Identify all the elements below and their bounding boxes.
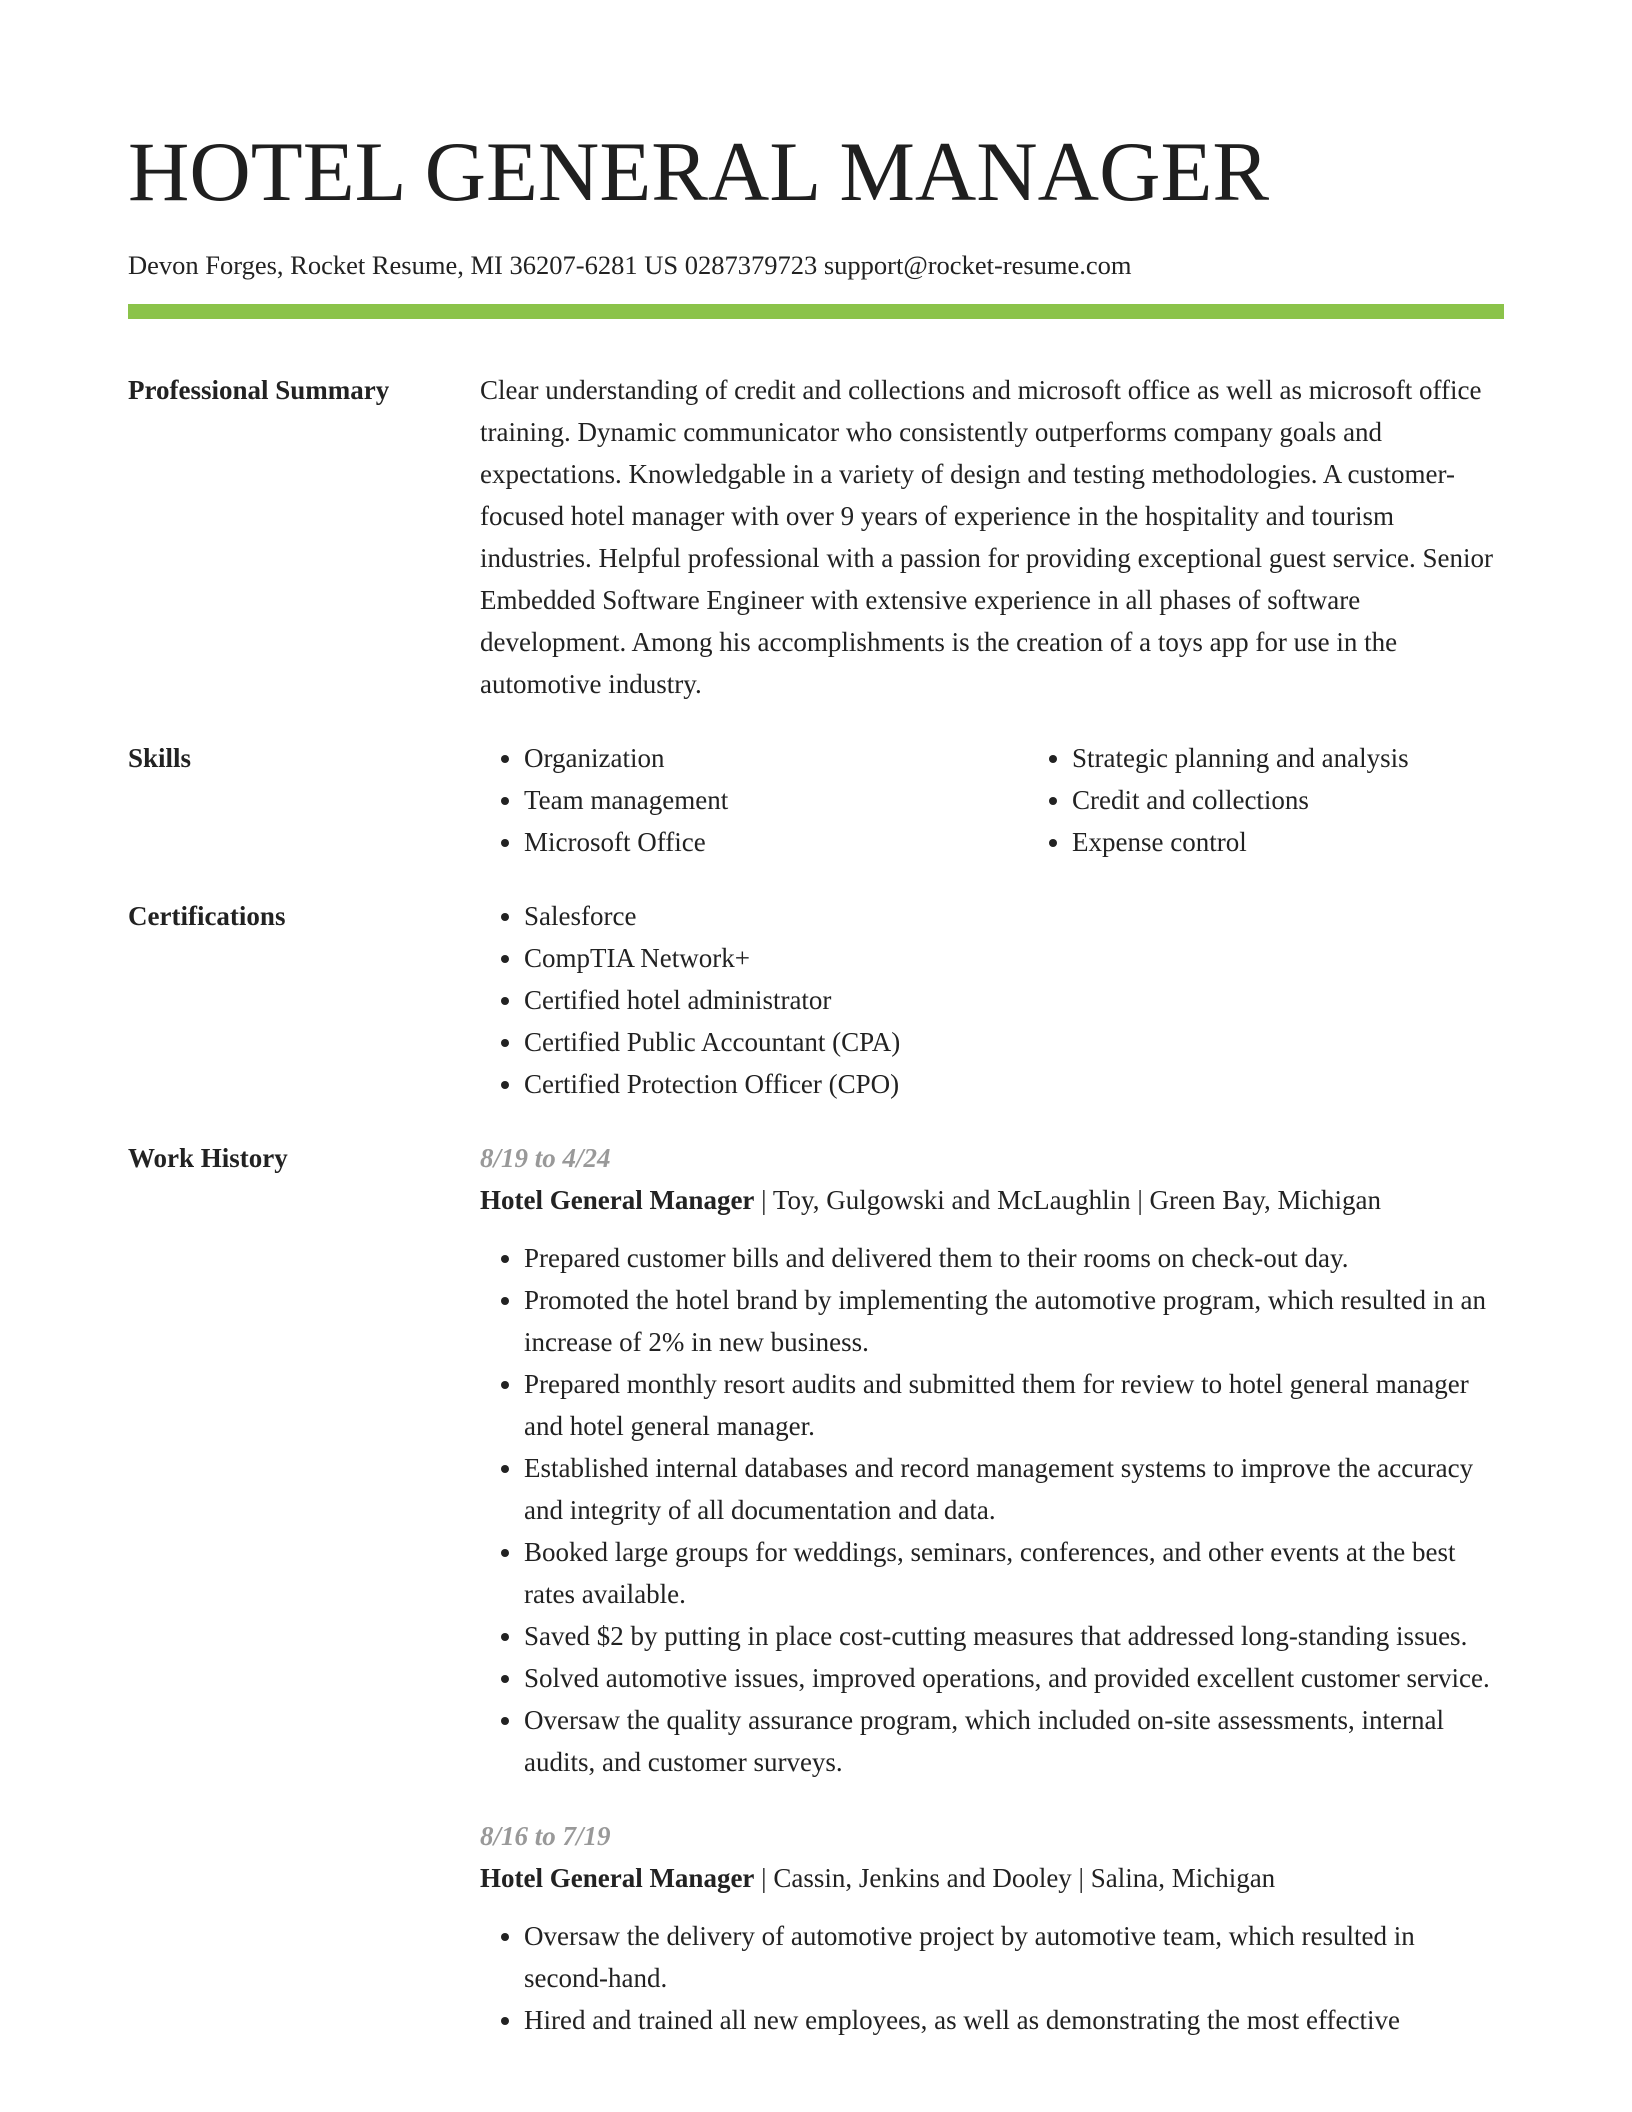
accent-divider — [128, 304, 1504, 319]
skill-item: • Team management — [524, 779, 1028, 821]
job-employer-location: | Toy, Gulgowski and McLaughlin | Green Bay, Michigan — [754, 1185, 1381, 1215]
skills-section — [128, 737, 1504, 863]
skill-item: • Organization — [524, 737, 1028, 779]
certification-item: • Certified hotel administrator — [524, 979, 1504, 1021]
job-heading — [480, 1857, 1504, 1899]
work-history-body — [480, 1137, 1504, 2041]
summary-section — [128, 369, 1504, 705]
job-bullet: • Established internal databases and record management systems to improve the accuracy and integrity of all documentation and data. — [524, 1447, 1504, 1531]
certification-item: • Certified Public Accountant (CPA) — [524, 1021, 1504, 1063]
job-title: Hotel General Manager — [480, 1185, 755, 1215]
job-bullet: • Booked large groups for weddings, seminars, conferences, and other events at the best rates available. — [524, 1531, 1504, 1615]
certification-item: • CompTIA Network+ — [524, 937, 1504, 979]
skills-list-left — [480, 737, 1028, 863]
job-title: Hotel General Manager — [480, 1863, 755, 1893]
job-bullet: • Hired and trained all new employees, as well as demonstrating the most effective — [524, 1999, 1504, 2041]
job-employer-location: | Cassin, Jenkins and Dooley | Salina, Michigan — [754, 1863, 1276, 1893]
skill-item: • Strategic planning and analysis — [1072, 737, 1576, 779]
job-dates: 8/19 to 4/24 — [480, 1143, 611, 1173]
resume-page — [128, 122, 1504, 2041]
job-heading — [480, 1179, 1504, 1221]
skill-item: • Expense control — [1072, 821, 1576, 863]
certifications-list — [480, 895, 1504, 1105]
section-label-work-history: Work History — [128, 1143, 288, 1173]
job-bullet: • Saved $2 by putting in place cost-cutting measures that addressed long-standing issues. — [524, 1615, 1504, 1657]
job-entry — [480, 1137, 1504, 1783]
job-bullet: • Promoted the hotel brand by implementing the automotive program, which resulted in an increase of 2% in new business. — [524, 1279, 1504, 1363]
section-label-skills: Skills — [128, 743, 192, 773]
certification-item: • Salesforce — [524, 895, 1504, 937]
work-history-section — [128, 1137, 1504, 2041]
skill-item: • Credit and collections — [1072, 779, 1576, 821]
summary-text: Clear understanding of credit and collections and microsoft office as well as microsoft office training. Dynamic communicator who consistently outperforms company goals and expectations. Knowledgable in a variety of design and testing methodologies. A customer-focused hotel manager with over 9 years of experience in the hospitality and tourism industries. Helpful professional with a passion for providing exceptional guest service. Senior Embedded Software Engineer with extensive experience in all phases of software development. Among his accomplishments is the creation of a toys app for use in the automotive industry. — [480, 375, 1494, 699]
job-bullet: • Oversaw the quality assurance program, which included on-site assessments, internal audits, and customer surveys. — [524, 1699, 1504, 1783]
job-bullet: • Prepared monthly resort audits and submitted them for review to hotel general manager and hotel general manager. — [524, 1363, 1504, 1447]
skills-grid — [480, 737, 1576, 863]
section-label-certifications: Certifications — [128, 901, 286, 931]
skills-list-right — [1028, 737, 1576, 863]
job-bullet: • Prepared customer bills and delivered them to their rooms on check-out day. — [524, 1237, 1504, 1279]
job-bullets — [480, 1237, 1504, 1783]
job-dates: 8/16 to 7/19 — [480, 1821, 611, 1851]
job-bullet: • Solved automotive issues, improved operations, and provided excellent customer service. — [524, 1657, 1504, 1699]
page-title: HOTEL GENERAL MANAGER — [128, 125, 1270, 219]
skill-item: • Microsoft Office — [524, 821, 1028, 863]
certification-item: • Certified Protection Officer (CPO) — [524, 1063, 1504, 1105]
job-bullets — [480, 1915, 1504, 2041]
certifications-body — [480, 895, 1504, 1105]
contact-line: Devon Forges, Rocket Resume, MI 36207-6281 US 0287379723 support@rocket-resume.com — [128, 250, 1132, 280]
job-entry — [480, 1815, 1504, 2041]
certifications-section — [128, 895, 1504, 1105]
section-label-summary: Professional Summary — [128, 375, 390, 405]
job-bullet: • Oversaw the delivery of automotive project by automotive team, which resulted in second-hand. — [524, 1915, 1504, 1999]
